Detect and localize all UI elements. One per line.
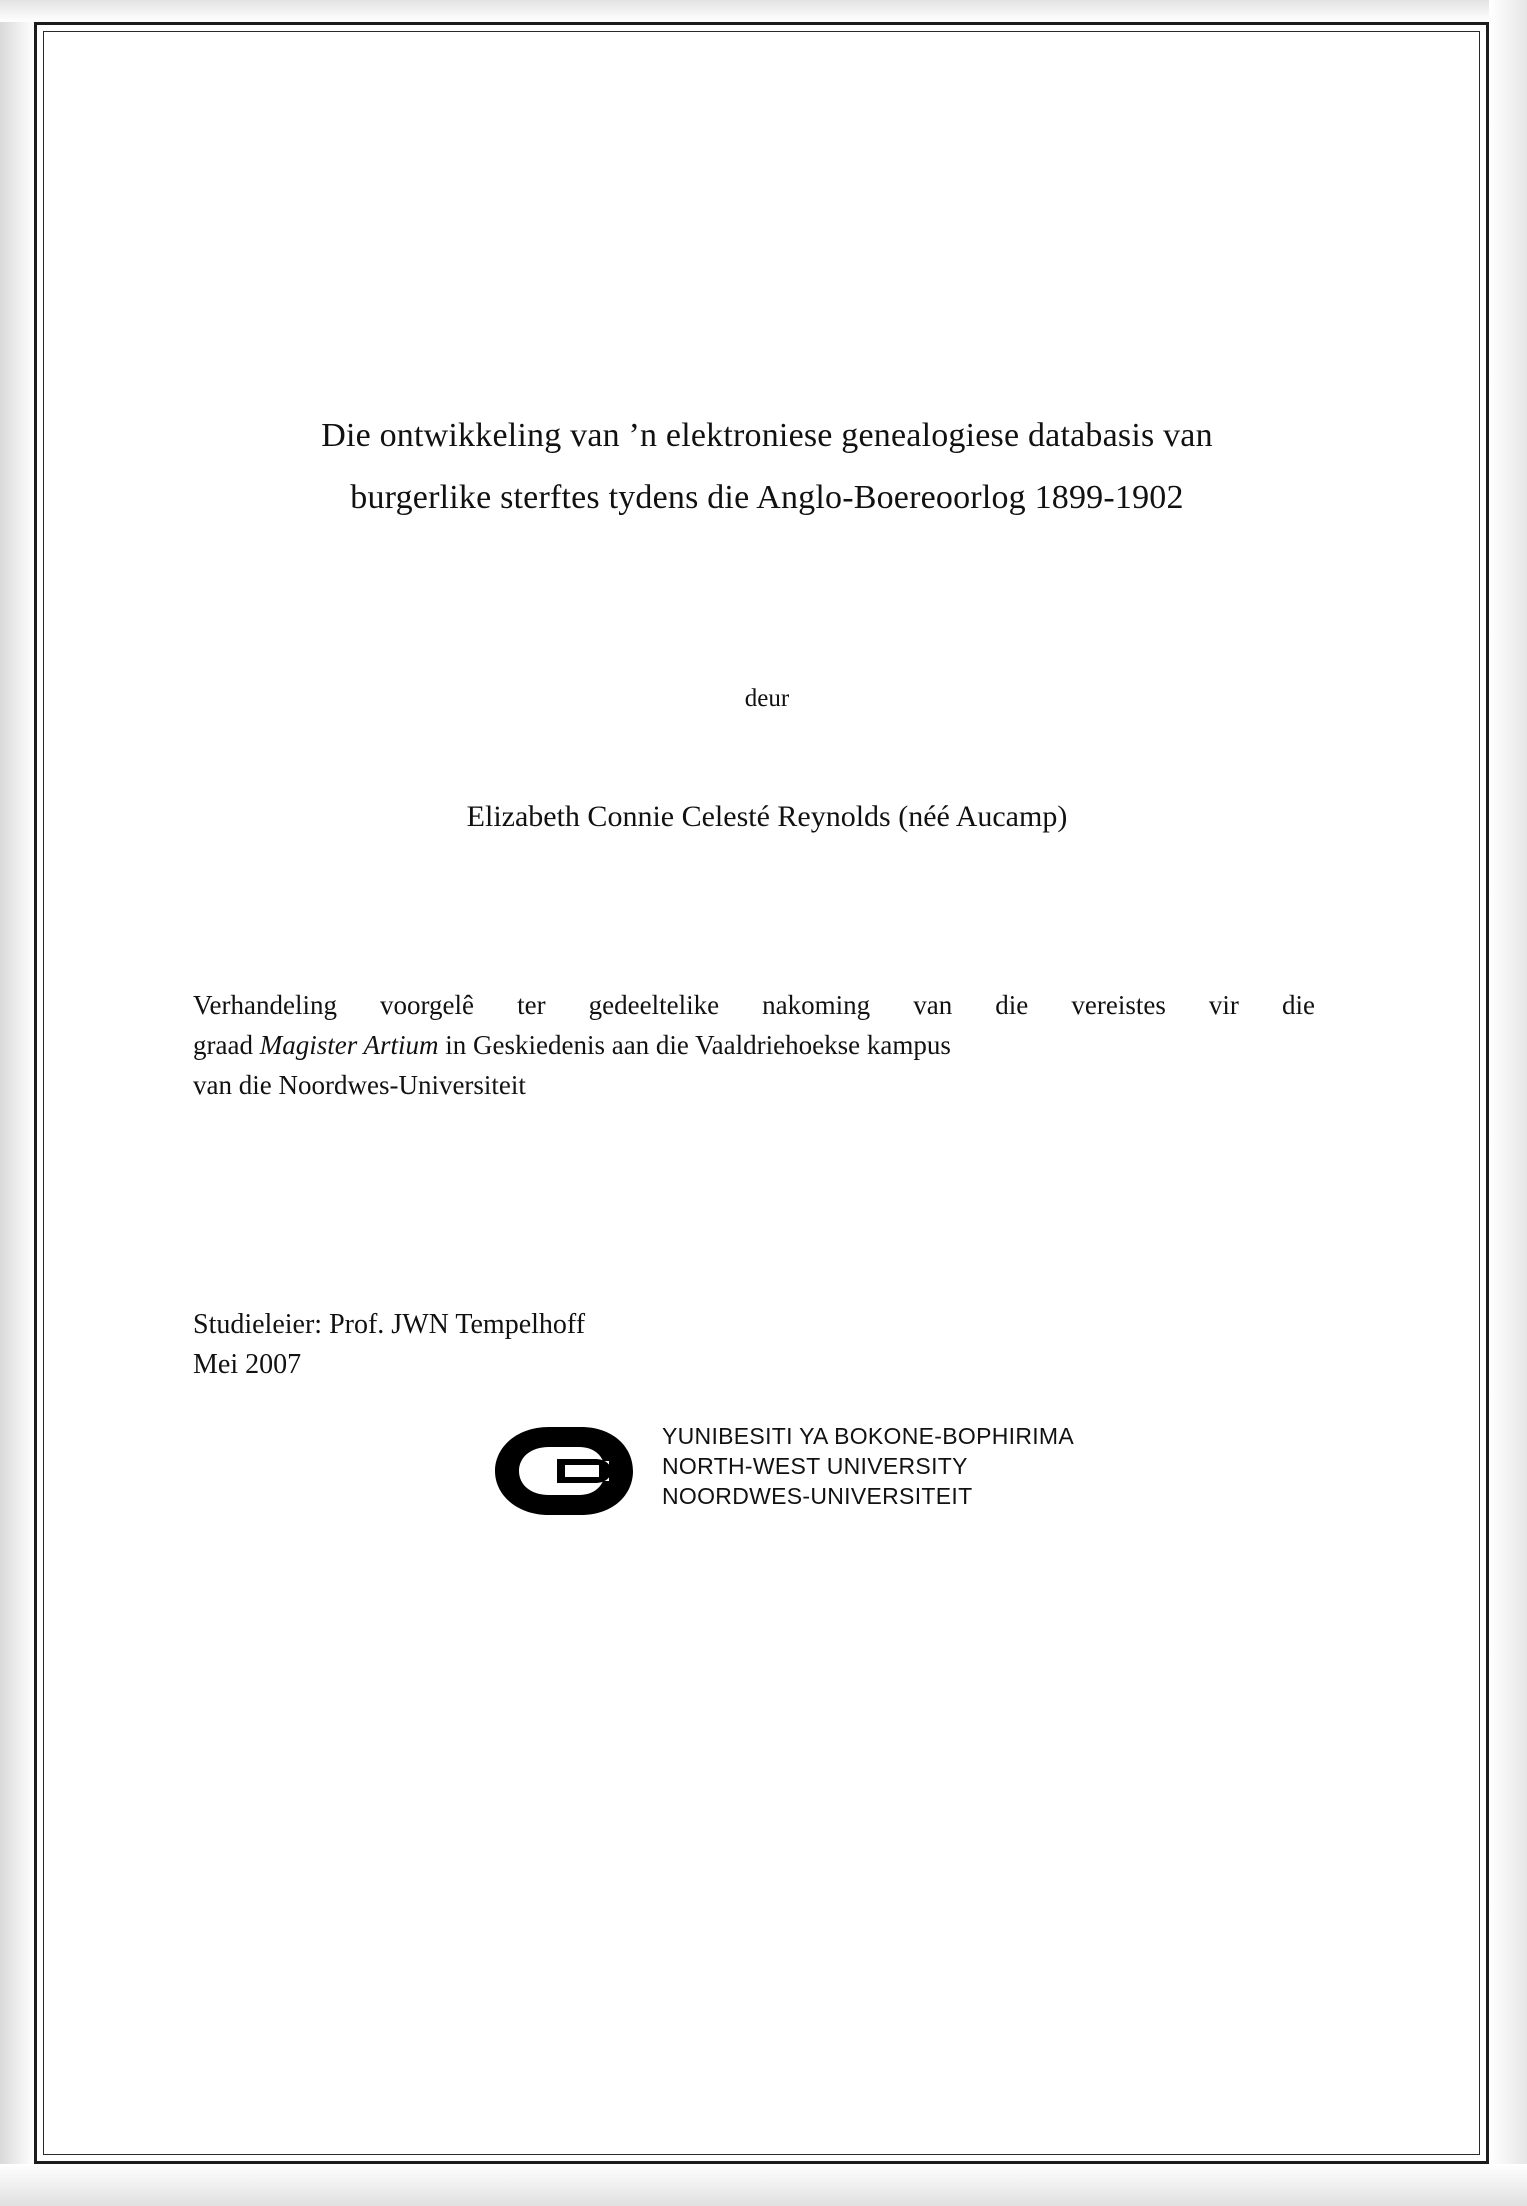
date-line: Mei 2007 [193, 1349, 302, 1380]
university-logo-text [662, 1421, 1074, 1511]
page-title [217, 405, 1317, 529]
scan-edge-left [0, 0, 34, 2206]
author-name: Elizabeth Connie Celesté Reynolds (néé Aucamp) [466, 800, 1068, 833]
scan-edge-bottom [0, 2164, 1527, 2206]
degree-statement-line-2 [193, 1025, 1315, 1065]
title-line-1: Die ontwikkeling van ’n elektroniese genealogiese databasis van [321, 417, 1213, 454]
degree-statement [193, 985, 1315, 1105]
title-line-2: burgerlike sterftes tydens die Anglo-Boereoorlog 1899-1902 [350, 479, 1184, 516]
byline-label: deur [744, 685, 790, 712]
degree-statement-line-2-suffix: in Geskiedenis aan die Vaaldriehoekse kampus [438, 1030, 951, 1060]
title-page-content [187, 105, 1347, 2095]
scan-edge-right [1489, 0, 1527, 2206]
university-logo [487, 1415, 1187, 1535]
scan-edge-top [0, 0, 1527, 22]
supervisor-line: Studieleier: Prof. JWN Tempelhoff [193, 1309, 586, 1340]
university-logo-line-1: YUNIBESITI YA BOKONE-BOPHIRIMA [662, 1423, 1075, 1449]
degree-name-italic: Magister Artium [259, 1030, 439, 1060]
university-logo-line-3: NOORDWES-UNIVERSITEIT [662, 1483, 973, 1509]
degree-statement-line-1: Verhandeling voorgelê ter gedeeltelike nakoming van die vereistes vir die [193, 990, 1315, 1020]
degree-statement-line-2-prefix: graad [193, 1030, 260, 1060]
degree-statement-line-3: van die Noordwes-Universiteit [193, 1070, 526, 1100]
supervisor-and-date [193, 1305, 993, 1385]
page-border-frame [34, 22, 1489, 2164]
university-logo-line-2: NORTH-WEST UNIVERSITY [662, 1453, 968, 1479]
north-west-university-logo-icon [487, 1421, 647, 1521]
